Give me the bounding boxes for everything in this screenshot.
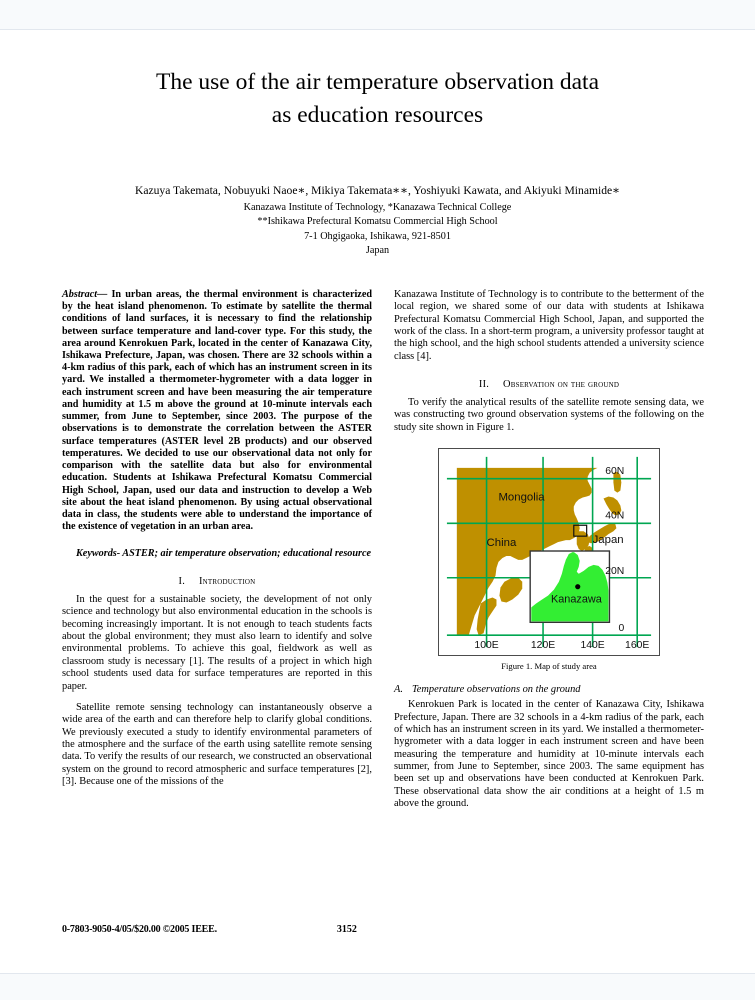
scan-bottom-margin-band xyxy=(0,973,755,1000)
map-label-china: China xyxy=(486,537,517,550)
scan-top-margin-band xyxy=(0,0,755,30)
title-line-2: as education resources xyxy=(271,102,484,129)
intro-paragraph-1: In the quest for a sustainable society, the development of not only science and technology but also environmental education in the schools is becoming increasingly important. It is not enough to teach students facts about the global environment; they must also learn to identify and solve environmental problems. To achieve this goal, fieldwork as well as classroom study is necessary [1]. The results of a project in which high school students used data for surface temperatures are reported in this paper. xyxy=(62,593,372,692)
map-tick-140E: 140E xyxy=(580,640,605,652)
observation-paragraph-2: Kenrokuen Park is located in the center of Kanazawa City, Ishikawa Prefecture, Japan. There are 32 schools in a 4-km radius of the park, each of which has an instrument screen in its yard. We installed a thermometer-hygrometer with a data logger in each instrument screen and have been measuring the temperature and humidity at 10-minute intervals each summer, from June to September, since 2003. The same equipment has been set up and observations have been conducted at Kenrokuen Park. These observational data show the air conditions at a height of 1.5 m above the ground. xyxy=(394,699,704,810)
section-title-introduction: Introduction xyxy=(199,575,256,587)
map-tick-0: 0 xyxy=(618,623,625,635)
map-label-kanazawa: Kanazawa xyxy=(550,593,602,606)
intro-paragraph-2-continued: Kanazawa Institute of Technology is to contribute to the betterment of the local region, we shared some of our data with students at Ishikawa Prefectural Komatsu Commercial High School, Japan, and supported the work of the class. In a short-term program, a university professor taught at the high school, and the high school students attended a university science class [4]. xyxy=(394,288,704,362)
section-heading-introduction xyxy=(62,576,372,587)
section-number-introduction: I. xyxy=(178,575,186,587)
affiliation-block xyxy=(40,201,715,259)
affiliation-line-4: Japan xyxy=(365,245,390,257)
section-number-observation: II. xyxy=(478,379,490,391)
abstract-body: In urban areas, the thermal environment is characterized by the heat island phenomenon. To estimate by satellite the thermal conditions of land surfaces, it is necessary to find the relationship between surface temperature and land-cover type. For this study, the area around Kenrokuen Park, located in the center of Kanazawa City, Ishikawa Prefecture, Japan, was chosen. There are 32 schools within a 4-km radius of this park, each of which has an instrument screen in its yard. We installed a thermometer-hygrometer with a data logger in each instrument screen and have been measuring the air temperature and humidity at 1.5 m above the ground at 10-minute intervals each summer, from June to September, since 2003. The purpose of the observations is to demonstrate the correlation between the ASTER surface temperatures (ASTER level 2B products) and our observed temperatures. We decided to use our observational data not only for comparison with the satellite data but also for environmental education. Students at Ishikawa Prefectural Komatsu Commercial High School, Japan, used our data and instruction to develop a Web site about the heat island phenomenon. By using actual observational data in class, the students were able to understand the importance of the existence of vegetation in an urban area. xyxy=(62,288,373,533)
abstract-block xyxy=(62,289,372,534)
author-list: Kazuya Takemata, Nobuyuki Naoe∗, Mikiya Takemata∗∗, Yoshiyuki Kawata, and Akiyuki Minamide∗ xyxy=(134,183,621,197)
map-label-mongolia: Mongolia xyxy=(498,491,545,504)
affiliation-line-3: 7-1 Ohgigaoka, Ishikawa, 921-8501 xyxy=(304,230,451,242)
page-footer xyxy=(62,924,692,935)
paper-page xyxy=(0,30,755,973)
map-tick-40N: 40N xyxy=(605,510,625,522)
map-of-study-area xyxy=(438,448,660,656)
map-tick-160E: 160E xyxy=(625,640,650,652)
figure-1-caption: Figure 1. Map of study area xyxy=(501,661,597,672)
map-label-japan: Japan xyxy=(592,534,624,547)
right-column xyxy=(394,289,704,820)
abstract-lead-label: Abstract— xyxy=(62,288,108,300)
section-title-observation: Observation on the ground xyxy=(503,379,620,391)
inset-map-kanazawa xyxy=(530,551,609,622)
subsection-label: A. xyxy=(394,684,403,696)
kanazawa-location-dot xyxy=(575,584,580,589)
subsection-heading-temperature-observations xyxy=(394,684,704,695)
observation-paragraph-1: To verify the analytical results of the satellite remote sensing data, we was constructing two ground observation systems of the following on the study site shown in Figure 1. xyxy=(394,397,704,433)
map-tick-60N: 60N xyxy=(605,465,625,477)
two-column-body xyxy=(62,288,704,820)
affiliation-line-2: **Ishikawa Prefectural Komatsu Commercial High School xyxy=(257,216,498,228)
left-column xyxy=(62,289,372,820)
map-tick-20N: 20N xyxy=(605,565,625,577)
copyright-notice: 0-7803-9050-4/05/$20.00 ©2005 IEEE. xyxy=(62,924,217,935)
map-svg xyxy=(439,449,659,655)
title-line-1: The use of the air temperature observation data xyxy=(155,69,600,95)
figure-1 xyxy=(394,448,704,671)
map-tick-100E: 100E xyxy=(474,640,499,652)
page-number: 3152 xyxy=(336,924,357,935)
subsection-title: Temperature observations on the ground xyxy=(411,684,581,696)
affiliation-line-1: Kanazawa Institute of Technology, *Kanazawa Technical College xyxy=(243,201,512,213)
intro-paragraph-2: Satellite remote sensing technology can instantaneously observe a wide area of the earth and can therefore help to clarify global conditions. We previously executed a study to identify environmental parameters of the atmosphere and the surface of the earth using satellite remote sensing data. To verify the results of our research, we constructed an observational system on the ground to record atmospheric and surface temperatures [2],[3]. Because one of the missions of the xyxy=(62,701,372,788)
map-tick-120E: 120E xyxy=(530,640,556,652)
keywords-line: Keywords- ASTER; air temperature observation; educational resource xyxy=(76,547,372,559)
section-heading-observation xyxy=(394,379,704,390)
page-title xyxy=(58,66,697,133)
